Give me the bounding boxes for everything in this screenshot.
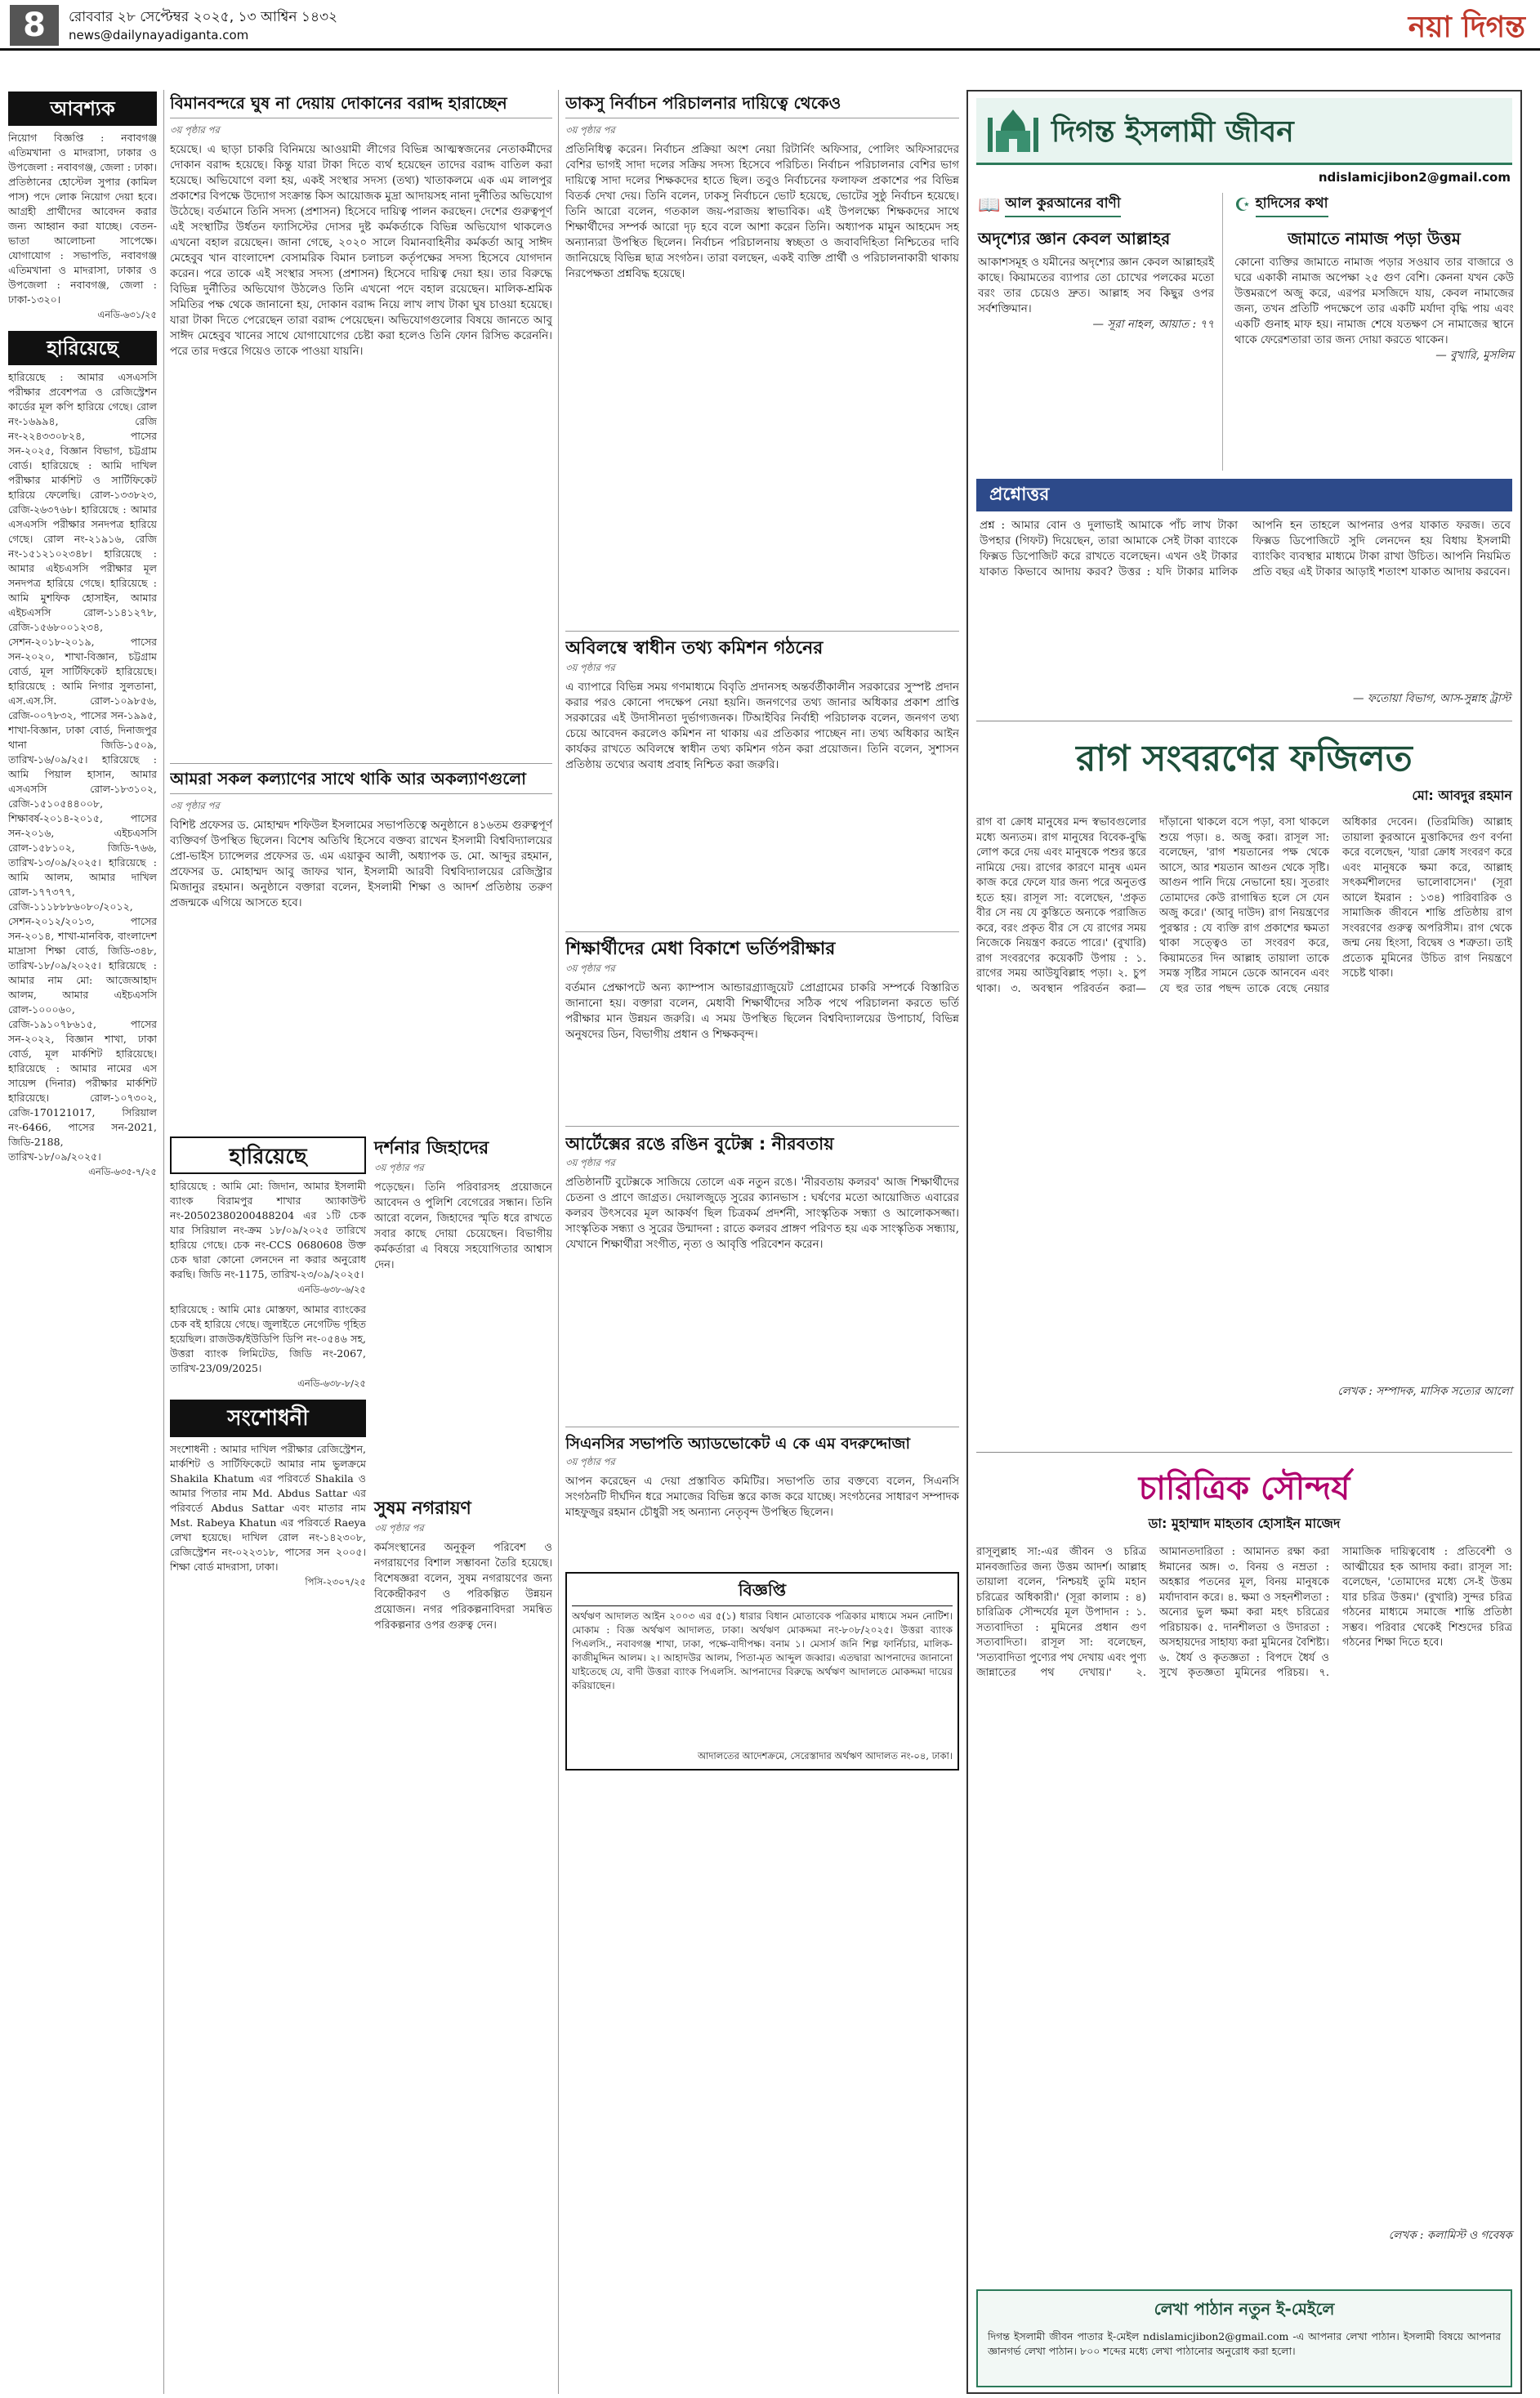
anger-author: মো: আবদুর রহমান [1412, 788, 1512, 803]
airport-subline: ৩য় পৃষ্ঠার পর [170, 124, 220, 136]
legal-notice [565, 1572, 959, 1771]
hadith-title: জামাতে নামাজ পড়া উত্তম [1288, 229, 1461, 248]
anger-article [976, 721, 1512, 1440]
notice-title: বিজ্ঞপ্তি [572, 1579, 953, 1606]
urban-body: কর্মসংস্থানের অনুকূল পরিবেশ ও নগরায়ণের বিশাল সম্ভাবনা তৈরি হয়েছে। বিশেষজ্ঞরা বলেন, সুষম নগরায়ণের জন্য বিকেন্দ্রীকরণ ও পরিকল্পিত উন্নয়ন প্রয়োজন। নগর পরিকল্পনাবিদরা সমন্বিত পরিকল্পনার ওপর গুরুত্ব দেন। [374, 1542, 552, 1632]
character-body: রাসূলুল্লাহ সা:-এর জীবন ও চরিত্র মানবজাতির জন্য উত্তম আদর্শ। আল্লাহ তায়ালা বলেন, 'নিশ্চয়ই তুমি মহান চরিত্রের অধিকারী।' (সূরা কালাম : ৪) চারিত্রিক সৌন্দর্যের মূল উপাদান : ১. সত্যবাদিতা : মুমিনের প্রধান গুণ সত্যবাদিতা। রাসূল সা: বলেছেন, 'সত্যবাদিতা পুণ্যের পথ দেখায় এবং পুণ্য জান্নাতের পথ দেখায়।' ২. আমানতদারিতা : আমানত রক্ষা করা ঈমানের অঙ্গ। ৩. বিনয় ও নম্রতা : অহঙ্কার পতনের মূল, বিনয় মানুষকে মর্যাদাবান করে। ৪. ক্ষমা ও সহনশীলতা : অন্যের ভুল ক্ষমা করা মহৎ চরিত্রের পরিচায়ক। ৫. দানশীলতা ও উদারতা : অসহায়দের সাহায্য করা মুমিনের বৈশিষ্ট্য। ৬. ধৈর্য ও কৃতজ্ঞতা : বিপদে ধৈর্য ও সুখে কৃতজ্ঞতা মুমিনের পরিচয়। ৭. সামাজিক দায়িত্ববোধ : প্রতিবেশী ও আত্মীয়ের হক আদায় করা। রাসূল সা: বলেছেন, 'তোমাদের মধ্যে সে-ই উত্তম যার চরিত্র উত্তম।' (বুখারি) সুন্দর চরিত্র গঠনের মাধ্যমে সমাজে শান্তি প্রতিষ্ঠা সম্ভব। পরিবার থেকেই শিশুদের চরিত্র গঠনের শিক্ষা দিতে হবে। [976, 1546, 1512, 1679]
quran-body: আকাশসমূহ ও যমীনের অদৃশ্যের জ্ঞান কেবল আল্লাহরই কাছে। কিয়ামতের ব্যাপার তো চোখের পলকের মতো বরং তার চেয়েও দ্রুত। আল্লাহ সব কিছুর ওপর সর্বশক্তিমান। [978, 256, 1214, 315]
correction-body: সংশোধনী : আমার দাখিল পরীক্ষার রেজিস্ট্রেশন, মার্কশিট ও সার্টিফিকেটে আমার নাম ভুলক্রমে Shakila Khatum এর পরিবর্তে Shakila ও আমার পিতার নাম Md. Abdus Sattar এর পরিবর্তে Abdus Sattar এবং মাতার নাম Mst. Rabeya Khatun এর পরিবর্তে Raeya লেখা হয়েছে। দাখিল রোল নং-১৪২৩০৮, রেজিস্ট্রেশন নং-০২২৩১৮, পাসের সন ২০০৫। শিক্ষা বোর্ড মাদরাসা, ঢাকা। [170, 1443, 366, 1573]
welfare-headline: আমরা সকল কল্যাণের সাথে থাকি আর অকল্যাণগুলো [170, 763, 552, 794]
lost3-body: হারিয়েছে : আমি মোঃ মোস্তফা, আমার ব্যাংকের চেক বই হারিয়ে গেছে। জুলাইতে নেগেটিভ গৃহিত হয়েছিল। রাজউক/ইউডিপি ডিপি নং-০৫৪৬ সহ, উত্তরা ব্যাংক লিমিটেড, জিডি নং-2067, তারিখ-23/09/2025। [170, 1303, 366, 1374]
section-email[interactable]: ndislamicjibon2@gmail.com [1318, 170, 1511, 185]
welfare-subline: ৩য় পৃষ্ঠার পর [170, 800, 220, 811]
darshana-headline: দর্শনার জিহাদের [374, 1138, 489, 1159]
page-number: 8 [10, 5, 59, 46]
section-banner [976, 98, 1512, 165]
anger-title: রাগ সংবরণের ফজিলত [1076, 738, 1413, 779]
airport-headline: বিমানবন্দরে ঘুষ না দেয়ায় দোকানের বরাদ্দ হারাচ্ছেন [170, 92, 552, 118]
page-header [0, 0, 1540, 51]
quran-title: অদৃশ্যের জ্ঞান কেবল আল্লাহর [978, 229, 1171, 248]
welfare-body: বিশিষ্ট প্রফেসর ড. মোহাম্মদ শফিউল ইসলামের সভাপতিত্বে অনুষ্ঠানে ৪১৬তম গুরুত্বপূর্ণ ব্যক্তিবর্গ উপস্থিত ছিলেন। বিশেষ অতিথি হিসেবে বক্তব্য রাখেন ইসলামী বিশ্ববিদ্যালয়ের প্রো-ভাইস চ্যান্সেলর প্রফেসর ড. এম এয়াকুব আলী, অধ্যাপক ড. মো. আব্দুর রহমান, প্রফেসর ড. মোহাম্মদ আবু জাফর খান, ইসলামী আরবী বিশ্ববিদ্যালয়ের রেজিস্ট্রার মিজানুর রহমান। অনুষ্ঠানে বক্তারা বলেন, ইসলামী শিক্ষা ও আদর্শ প্রতিষ্ঠায় তরুণ প্রজন্মকে এগিয়ে আসতে হবে। [170, 819, 552, 909]
correction-code: পিসি-২৩০৭/২৫ [305, 1576, 366, 1588]
lost-code: এনডি-৬৩৫-৭/২৫ [88, 1166, 157, 1177]
quran-label: আল কুরআনের বাণী [1005, 193, 1120, 217]
lost2-title: হারিয়েছে [170, 1136, 366, 1174]
classified-column [8, 92, 157, 2391]
wanted-title: আবশ্যক [8, 92, 157, 126]
notice-body: অর্থঋণ আদালত আইন ২০০৩ এর ৫(১) ধারার বিধান মোতাবেক পত্রিকার মাধ্যমে সমন নোটিশ। মোকাম : বিজ্ঞ অর্থঋণ আদালত, ঢাকা। অর্থঋণ মোকদ্দমা নং-৮০৮/২০২৫। উত্তরা ব্যাংক পিএলসি., নবাবগঞ্জ শাখা, ঢাকা, পক্ষে-বাদীপক্ষ। বনাম ১। মেসার্স জনি শিল্প ফার্নিচার, মালিক-কাজীমুদ্দিন আলম। ২। আহাদউর আলম, পিতা-মৃত আব্দুল জব্বার। এতদ্বারা আপনাদের জানানো যাইতেছে যে, বাদী উত্তরা ব্যাংক পিএলসি. আপনাদের বিরুদ্ধে অর্থঋণ আদালতে মোকদ্দমা দায়ের করিয়াছেন। [572, 1610, 953, 1691]
qa-title: প্রশ্নোত্তর [976, 479, 1512, 511]
info-commission-subline: ৩য় পৃষ্ঠার পর [565, 662, 615, 673]
cnc-body: আপন করেছেন এ দেয়া প্রস্তাবিত কমিটির। সভাপতি তার বক্তব্যে বলেন, সিএনসি সংগঠনটি দীর্ঘদিন ধরে সমাজের বিভিন্ন স্তরে কাজ করে যাচ্ছে। সংগঠনের সাধারণ সম্পাদক মাহফুজুর রহমান চৌধুরী সহ অন্যান্য নেতৃবৃন্দ উপস্থিত ছিলেন। [565, 1475, 959, 1519]
info-commission-body: এ ব্যাপারে বিভিন্ন সময় গণমাধ্যমে বিবৃতি প্রদানসহ অন্তর্বর্তীকালীন সরকারের সুস্পষ্ট প্রদান করার পরও কোনো পদক্ষেপ নেয়া হয়নি। জনগণের তথ্য জানার অধিকার প্রকাশ প্রাপ্তি সরকারের এই উদাসীনতা দুর্ভাগ্যজনক। টিআইবির নির্বাহী পরিচালক বলেন, জনগণ তথ্য চেয়ে আবেদন করলেও কমিশন না থাকায় এর প্রতিকার পাচ্ছেন না। তথ্য অধিকার আইন কার্যকর রাখতে অবিলম্বে স্বাধীন তথ্য কমিশন গঠন করা প্রয়োজন। তিনি বলেন, সুশাসন প্রতিষ্ঠায় তথ্যের অবাধ প্রবাহ নিশ্চিত করা জরুরি। [565, 681, 959, 771]
section-title: দিগন্ত ইসলামী জীবন [1051, 115, 1294, 149]
admission-body: বর্তমান প্রেক্ষাপটে অন্য ক্যাম্পাস আন্ডারগ্র্যাজুয়েট প্রোগ্রামের চাকরি সম্পর্কে বিস্তারিত জানানো হয়। বক্তারা বলেন, মেধাবী শিক্ষার্থীদের সঠিক পথে পরিচালনা করতে ভর্তি পরীক্ষার মান উন্নয়ন জরুরি। এ সময় উপস্থিত ছিলেন বিশ্ববিদ্যালয়ের উপাচার্য, বিভিন্ন অনুষদের ডিন, বিভাগীয় প্রধান ও শিক্ষকবৃন্দ। [565, 981, 959, 1041]
admission-headline: শিক্ষার্থীদের মেধা বিকাশে ভর্তিপরীক্ষার [565, 931, 959, 962]
quran-ref: — সূরা নাহল, আয়াত : ৭৭ [1092, 318, 1214, 331]
character-footer: লেখক : কলামিস্ট ও গবেষক [1388, 2229, 1512, 2242]
ducsu-body: প্রতিনিধিত্ব করেন। নির্বাচন প্রক্রিয়া অংশ নেয়া রিটার্নিং অফিসার, পোলিং অফিসারদের বেশির ভাগই সাদা দলের সক্রিয় সদস্য হিসেবে পরিচিত। নির্বাচন পরিচালনার বেশির ভাগ দায়িত্বে সাদা দলের শিক্ষকদের হাতে ছিল। তবুও নির্বাচনের ফলাফল প্রকাশের পর বিভিন্ন বিতর্ক দেখা দেয়। তিনি বলেন, ঢাকসু নির্বাচনে ভোট হয়েছে, ভোটের সুষ্ঠু নির্বাচন হয়েছে। তিনি আরো বলেন, গতকাল জয়-পরাজয় স্বাভাবিক। এই উপলক্ষ্যে শিক্ষকদের সাথে শিক্ষার্থীদের সম্পর্ক আরো দৃঢ় হবে বলে আশা করেন তিনি। অধ্যাপক মামুন আহমেদ সহ অন্যান্যরা উপস্থিত ছিলেন। নির্বাচন পরিচালনায় স্বচ্ছতা ও জবাবদিহিতা নিশ্চিতের দাবি জানিয়েছে বিভিন্ন ছাত্র সংগঠন। তারা বলছেন, একই ব্যক্তি প্রার্থী ও পরিচালনাকারী থাকায় নিরপেক্ষতা প্রশ্নবিদ্ধ হয়েছে। [565, 143, 959, 280]
lost-body: হারিয়েছে : আমার এসএসসি পরীক্ষার প্রবেশপত্র ও রেজিস্ট্রেশন কার্ডের মূল কপি হারিয়ে গেছে। রোল নং-১৬৯৯৪, রেজি নং-২২৪৩৩০৮২৪, পাসের সন-২০২৫, বিজ্ঞান বিভাগ, চট্টগ্রাম বোর্ড। হারিয়েছে : আমি দাখিল পরীক্ষার মার্কশিট ও সার্টিফিকেট হারিয়ে ফেলেছি। রোল-১৩৩৮২৩, রেজি-২৬৩৭৬৮। হারিয়েছে : আমার এসএসসি পরীক্ষার সনদপত্র হারিয়ে গেছে। রোল নং-২১৯১৬, রেজি নং-১৫১২১০২৩৪৮। হারিয়েছে : আমার এইচএসসি পরীক্ষার মূল সনদপত্র হারিয়ে গেছে। হারিয়েছে : আমি মুশফিক হোসাইন, আমার এইচএসসি রোল-১১৪১২৭৮, রেজি-১৫৬৮০০১২৩৪, সেশন-২০১৮-২০১৯, পাসের সন-২০২০, শাখা-বিজ্ঞান, চট্টগ্রাম বোর্ড, মূল সার্টিফিকেট হারিয়েছে। হারিয়েছে : আমি নিগার সুলতানা, এস.এস.সি. রোল-১০৯৮৫৬, রেজি-০০৭৮৩২, পাসের সন-১৯৯৫, শাখা-বিজ্ঞান, ঢাকা বোর্ড, দিনাজপুর থানা জিডি-১৫০৯, তারিখ-১৬/০৯/২৫। হারিয়েছে : আমি পিয়াল হাসান, আমার এসএসসি রোল-১৮৩১০২, রেজি-১৫১০৫৪৪০০৮, শিক্ষাবর্ষ-২০১৪-২০১৫, পাসের সন-২০১৬, এইচএসসি রোল-১৫৮১০২, জিডি-৭৬৬, তারিখ-১৩/০৯/২০২৫। হারিয়েছে : আমি আলম, আমার দাখিল রোল-১৭৭৩৭৭, রেজি-১১১৮৮৮৬০৮০/২০১২, সেশন-২০১২/২০১৩, পাসের সন-২০১৪, শাখা-মানবিক, বাংলাদেশ মাদ্রাসা শিক্ষা বোর্ড, জিডি-৩৪৮, তারিখ-১৮/০৯/২০২৫। হারিয়েছে : আমার নাম মো: আজেআহাদ আলম, আমার এইচএসসি রোল-১০০০৬০, রেজি-১৯১০৭৮৬১৫, পাসের সন-২০২২, বিজ্ঞান শাখা, ঢাকা বোর্ড, মূল মার্কশিট হারিয়েছে। হারিয়েছে : আমার নামের এস সায়েন্স (দিনার) পরীক্ষার মার্কশিট হারিয়েছে। রোল-১০৭৩০২, রেজি-170121017, সিরিয়াল নং-6466, পাসের সন-2021, জিডি-2188, তারিখ-১৮/০৯/২০২৫। [8, 371, 157, 1163]
cnc-headline: সিএনসির সভাপতি অ্যাডভোকেট এ কে এম বদরুদ্দোজা [565, 1427, 959, 1455]
lost2-body: হারিয়েছে : আমি মো: জিদান, আমার ইসলামী ব্যাংক বিরামপুর শাখার অ্যাকাউন্ট নং-20502380200488204 এর ১টি চেক যার সিরিয়াল নং-ক্রম ১৮/০৯/২০২৫ তারিখে হারিয়ে গেছে। চেক নং-CCS 0680608 উক্ত চেক দ্বারা কোনো লেনদেন না করার অনুরোধ করছি। জিডি নং-1175, তারিখ-২৩/০৯/২০২৫। [170, 1180, 366, 1280]
hadith-body: কোনো ব্যক্তির জামাতে নামাজ পড়ার সওয়াব তার বাজারে ও ঘরে একাকী নামাজ অপেক্ষা ২৫ গুণ বেশি। কেননা যখন কেউ উত্তমরূপে অজু করে, এরপর মসজিদে যায়, কেবল নামাজের জন্য, তখন প্রতিটি পদক্ষেপে তার একটি মর্যাদা বৃদ্ধি পায় এবং একটি গুনাহ মাফ হয়। নামাজ শেষে যতক্ষণ সে নামাজের স্থানে থাকে ফেরেশতারা তার জন্য দোয়া করতে থাকেন। [1234, 256, 1514, 346]
newspaper-logo[interactable]: নয়া দিগন্ত [1408, 11, 1525, 44]
darshana-body: পড়েছেন। তিনি পরিবারসহ প্রয়োজনে আবেদন ও পুলিশি বেগেরের সন্ধান। তিনি আরো বলেন, জিহাদের স্মৃতি ধরে রাখতে সবার কাছে দোয়া চেয়েছেন। বিভাগীয় কর্মকর্তারা এ বিষয়ে সহযোগিতার আশ্বাস দেন। [374, 1181, 552, 1271]
buetex-subline: ৩য় পৃষ্ঠার পর [565, 1157, 615, 1168]
islamic-life-panel [966, 90, 1522, 2394]
wanted-code: এনডি-৬৩১/২৫ [97, 309, 157, 320]
hadith-box [1234, 193, 1514, 471]
column-two [170, 92, 552, 2391]
darshana-subline: ৩য় পৃষ্ঠার পর [374, 1162, 424, 1173]
qa-body: প্রশ্ন : আমার বোন ও দুলাভাই আমাকে পাঁচ লাখ টাকা উপহার (গিফট) দিয়েছেন, তারা আমাকে সেই টাকা ব্যাংকে ফিক্সড ডিপোজিট করে রাখতে বলেছেন। এখন ওই টাকার যাকাত কিভাবে আদায় করব? উত্তর : যদি টাকার মালিক আপনি হন তাহলে আপনার ওপর যাকাত ফরজ। তবে ফিক্সড ডিপোজিটে সুদি লেনদেন হয় বিধায় ইসলামী ব্যাংকিং ব্যবস্থার মাধ্যমে টাকা রাখা উচিত। আপনি নিয়মিত প্রতি বছর এই টাকার আড়াই শতাংশ যাকাত আদায় করবেন। [980, 519, 1511, 578]
wanted-body: নিয়োগ বিজ্ঞপ্তি : নবাবগঞ্জ এতিমখানা ও মাদরাসা, ঢাকার ও উপজেলা : নবাবগঞ্জ, জেলা : ঢাকা। প্রতিষ্ঠানের হোস্টেল সুপার (কামিল পাস) পদে লোক নিয়োগ দেয়া হবে। আগ্রহী প্রার্থীদের আবেদন করার জন্য আহ্বান করা যাচ্ছে। বেতন-ভাতা আলোচনা সাপেক্ষে। যোগাযোগ : সভাপতি, নবাবগঞ্জ এতিমখানা ও মাদরাসা, ঢাকার ও উপজেলা : নবাবগঞ্জ, জেলা : ঢাকা-১৩২০। [8, 132, 157, 306]
airport-body: হয়েছে। এ ছাড়া চাকরি বিনিময়ে আওয়ামী লীগের বিভিন্ন আত্মস্বজনের নেতাকর্মীদের দোকান বরাদ্দ হয়েছে। কিন্তু যারা টাকা দিতে ব্যর্থ হয়েছেন তাদের বরাদ্দ বাতিল করা হয়েছে। অভিযোগে বলা হয়, একই সংস্থার সদস্য (তথ্য) খাতাকলমে এক এম লালপুর প্রকাশের বিপক্ষে উদ্যোগ সংক্রান্ত কিস আয়োজক মুদ্রা আদায়সহ নানা দুর্নীতির অভিযোগ উঠেছে। বর্তমানে তিনি সদস্য (প্রশাসন) হিসেবে দায়িত্ব পালন করছেন। দেশের গুরুত্বপূর্ণ এই সংস্থাটির উর্ধতন ফ্যাসিস্টের দোসর দুষ্ট কর্মকর্তাকে বিভিন্ন অভিযোগ থাকলেও এখনো বহাল রয়েছেন। জানা গেছে, ২০২০ সালে বিমানবাহিনীর কর্মকর্তা আবু সাঈদ মেহেবুব খান বাংলাদেশ বেসামরিক বিমান চলাচল কর্তৃপক্ষের সদস্য হিসেবে যোগদান করেন। পরে তাকে এই সংস্থার সদস্য (প্রশাসন) হিসেবে দায়িত্ব দেয়া হয়। তার বিরুদ্ধে বিভিন্ন দুর্নীতির অভিযোগ উঠলেও তিনি এখনো পদে বহাল রয়েছেন। মালিক-শ্রমিক সমিতির পক্ষ থেকে জানানো হয়, দোকান বরাদ্দ নিয়ে লাখ লাখ টাকা ঘুষ চাওয়া হয়েছে। যারা টাকা দিতে পেরেছেন তারা বরাদ্দ পেয়েছেন। অভিযোগগুলোর বিষয়ে জানতে আবু সাঈদ মেহেবুব খানের সাথে যোগাযোগের চেষ্টা করা হলেও তিনি ফোন রিসিভ করেননি। পরে তার দপ্তরে গিয়েও তাকে পাওয়া যায়নি। [170, 143, 552, 358]
hadith-ref: — বুখারি, মুসলিম [1435, 349, 1514, 362]
quran-box [978, 193, 1223, 471]
write-box [976, 2289, 1512, 2387]
admission-subline: ৩য় পৃষ্ঠার পর [565, 962, 615, 974]
write-body: দিগন্ত ইসলামী জীবন পাতার ই-মেইল ndislamicjibon2@gmail.com -এ আপনার লেখা পাঠান। ইসলামী বিষয়ে আপনার জ্ঞানগর্ভ লেখা পাঠান। ৮০০ শব্দের মধ্যে লেখা পাঠানোর অনুরোধ করা হলো। [988, 2330, 1501, 2357]
urban-headline: সুষম নগরায়ণ [374, 1498, 471, 1519]
ducsu-subline: ৩য় পৃষ্ঠার পর [565, 124, 615, 136]
lost2-code: এনডি-৬৩৮-৬/২৫ [297, 1284, 366, 1295]
urban-subline: ৩য় পৃষ্ঠার পর [374, 1522, 424, 1534]
ducsu-headline: ডাকসু নির্বাচন পরিচালনার দায়িত্বে থেকেও [565, 92, 959, 118]
hadith-label: হাদিসের কথা [1256, 193, 1328, 217]
anger-footer: লেখক : সম্পাদক, মাসিক সত্যের আলো [1337, 1385, 1512, 1398]
crescent-icon: ☪ [1234, 194, 1251, 216]
buetex-body: প্রতিষ্ঠানটি বুটেক্সকে সাজিয়ে তোলে এক নতুন রঙে। 'নীরবতায় কলরব' আজ শিক্ষার্থীদের চেতনা ও প্রাণে জাগ্রত। দেয়ালজুড়ে সুরের ক্যানভাস : ঘর্ষণের মতো আয়োজিত এবারের কলরব উৎসবের মূল আকর্ষণ ছিল চিত্রকর্ম প্রদর্শনী, সাংস্কৃতিক সন্ধ্যা ও আলোকসজ্জা। সাংস্কৃতিক সন্ধ্যা ও সুরের উন্মাদনা : রাতে কলরব প্রাঙ্গণ পরিণত হয় এক সাংস্কৃতিক সন্ধ্যায়, যেখানে শিক্ষার্থীরা সংগীত, নৃত্য ও আবৃত্তি পরিবেশন করেন। [565, 1176, 959, 1251]
info-commission-headline: অবিলম্বে স্বাধীন তথ্য কমিশন গঠনের [565, 631, 959, 661]
notice-signature: আদালতের আদেশক্রমে, সেরেস্তাদার অর্থঋণ আদালত নং-০৪, ঢাকা। [697, 1750, 953, 1762]
buetex-headline: আর্টেক্সের রঙে রঙিন বুটেক্স : নীরবতায় [565, 1126, 959, 1156]
anger-body: রাগ বা ক্রোধ মানুষের মন্দ স্বভাবগুলোর মধ্যে অন্যতম। রাগ মানুষের বিবেক-বুদ্ধি লোপ করে দেয় এবং মানুষকে পশুর স্তরে নামিয়ে দেয়। রাগের কারণে মানুষ এমন কাজ করে ফেলে যার জন্য পরে অনুতপ্ত হতে হয়। রাসূল সা: বলেছেন, 'প্রকৃত বীর সে নয় যে কুস্তিতে অন্যকে পরাজিত করে, বরং প্রকৃত বীর সে যে রাগের সময় নিজেকে নিয়ন্ত্রণ করতে পারে।' (বুখারি) রাগ সংবরণের কয়েকটি উপায় : ১. রাগের সময় আউযুবিল্লাহ পড়া। ২. চুপ থাকা। ৩. অবস্থান পরিবর্তন করা—দাঁড়ানো থাকলে বসে পড়া, বসা থাকলে শুয়ে পড়া। ৪. অজু করা। রাসূল সা: বলেছেন, 'রাগ শয়তানের পক্ষ থেকে আসে, আর শয়তান আগুন থেকে সৃষ্টি। আগুন পানি দিয়ে নেভানো হয়। সুতরাং তোমাদের কেউ রাগান্বিত হলে সে যেন অজু করে।' (আবু দাউদ) রাগ নিয়ন্ত্রণের পুরস্কার : যে ব্যক্তি রাগ প্রকাশের ক্ষমতা থাকা সত্ত্বেও তা সংবরণ করে, কিয়ামতের দিন আল্লাহ তায়ালা তাকে সমস্ত সৃষ্টির সামনে ডেকে আনবেন এবং যে হুর তার পছন্দ তাকে বেছে নেয়ার অধিকার দেবেন। (তিরমিজি) আল্লাহ তায়ালা কুরআনে মুত্তাকিদের গুণ বর্ণনা করে বলেছেন, 'যারা ক্রোধ সংবরণ করে এবং মানুষকে ক্ষমা করে, আল্লাহ সৎকর্মশীলদের ভালোবাসেন।' (সূরা আলে ইমরান : ১৩৪) পারিবারিক ও সামাজিক জীবনে শান্তি প্রতিষ্ঠায় রাগ সংবরণের গুরুত্ব অপরিসীম। রাগ থেকে জন্ম নেয় হিংসা, বিদ্বেষ ও শত্রুতা। তাই প্রত্যেক মুমিনের উচিত রাগ নিয়ন্ত্রণে সচেষ্ট থাকা। [976, 816, 1512, 995]
character-title: চারিত্রিক সৌন্দর্য [1138, 1470, 1350, 1507]
qa-ref: — ফতোয়া বিভাগ, আস-সুন্নাহ ট্রাস্ট [1353, 692, 1511, 705]
correction-title: সংশোধনী [170, 1400, 366, 1437]
email-line[interactable]: news@dailynayadiganta.com [69, 28, 249, 42]
mosque-icon [984, 106, 1042, 155]
column-three [565, 92, 959, 2391]
character-article [976, 1452, 1512, 2277]
lost3-code: এনডি-৬৩৮-৮/২৫ [297, 1378, 366, 1389]
lost-title: হারিয়েছে [8, 331, 157, 365]
write-title: লেখা পাঠান নতুন ই-মেইলে [1154, 2299, 1335, 2319]
date-line: রোববার ২৮ সেপ্টেম্বর ২০২৫, ১৩ আশ্বিন ১৪৩২ [69, 9, 338, 25]
character-author: ডা: মুহাম্মাদ মাহতাব হোসাইন মাজেদ [1148, 1516, 1341, 1531]
book-icon: 📖 [978, 194, 1001, 216]
cnc-subline: ৩য় পৃষ্ঠার পর [565, 1456, 615, 1467]
